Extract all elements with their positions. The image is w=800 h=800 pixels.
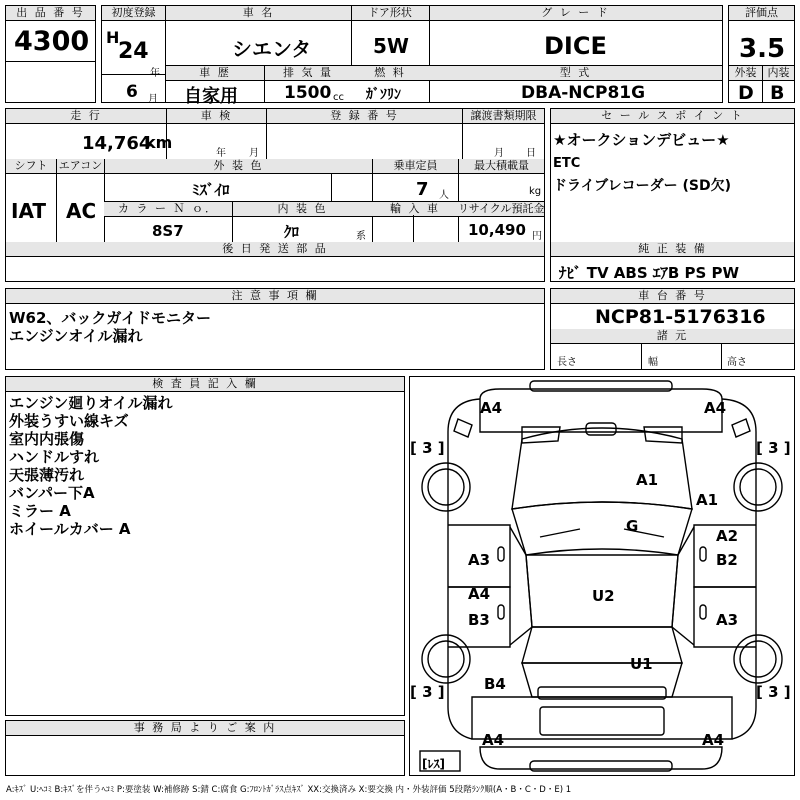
lot-number-box bbox=[5, 5, 96, 103]
car-info-box bbox=[165, 5, 723, 107]
chassis-box bbox=[550, 288, 795, 370]
registration-month: 6 bbox=[126, 82, 138, 102]
type-suffix: 系 bbox=[356, 231, 366, 242]
legend: A:ｷｽﾞ U:ﾍｺﾐ B:ｷｽﾞを伴うﾍｺﾐ P:要塗装 W:補修跡 S:錆 C:腐食 G:ﾌﾛﾝﾄｶﾞﾗｽ点ｷｽﾞ XX:交換済み X:要交換 内・外装評価 5段階ﾗﾝｸ順(A・B・C・D・E) 1 bbox=[6, 785, 572, 795]
dmg-bottom-left: A4 bbox=[482, 731, 505, 749]
era-letter: H bbox=[106, 28, 120, 47]
genuine-equipment-label: 純 正 装 備 bbox=[551, 242, 794, 257]
dmg-hood: A1 bbox=[636, 471, 659, 489]
recycle-fee: 10,490 bbox=[468, 221, 526, 239]
dmg-roof-rear: U2 bbox=[592, 587, 615, 605]
dmg-roof: G bbox=[626, 517, 639, 535]
fuel: ｶﾞｿﾘﾝ bbox=[366, 87, 401, 103]
inspector-note-1: エンジン廻りオイル漏れ bbox=[9, 394, 173, 412]
exterior-grade: D bbox=[738, 82, 754, 104]
lot-number: 4300 bbox=[14, 26, 90, 57]
sales-point-box bbox=[550, 108, 795, 282]
inspector-box bbox=[5, 376, 405, 716]
deadline-day-unit: 日 bbox=[526, 148, 536, 159]
ext-color-label: 外 装 色 bbox=[104, 159, 372, 174]
dmg-quarter-left: B4 bbox=[484, 675, 506, 693]
displacement: 1500 bbox=[284, 83, 332, 103]
dmg-door-rear-right: A3 bbox=[716, 611, 739, 629]
aircon: AC bbox=[66, 199, 97, 223]
ext-color: ﾐｽﾞｲﾛ bbox=[192, 181, 230, 199]
history-label: 車 歴 bbox=[166, 65, 264, 81]
deadline-month-unit: 月 bbox=[494, 148, 504, 159]
car-name-label: 車 名 bbox=[166, 6, 351, 21]
sales-point-3: ドライブレコーダー (SD欠) bbox=[553, 178, 731, 194]
grade-label: グ レ ー ド bbox=[429, 6, 722, 21]
inspector-note-5: 天張薄汚れ bbox=[9, 466, 85, 484]
later-parts-label: 後 日 発 送 部 品 bbox=[6, 242, 544, 257]
damage-diagram-box bbox=[409, 376, 795, 776]
inspector-note-4: ハンドルすれ bbox=[9, 448, 100, 466]
door-type: 5W bbox=[373, 34, 409, 58]
door-label: ドア形状 bbox=[351, 6, 429, 21]
km-unit: km bbox=[145, 133, 173, 152]
score-box bbox=[728, 5, 795, 103]
note-2: エンジンオイル漏れ bbox=[9, 327, 143, 345]
int-color: ｸﾛ bbox=[284, 223, 300, 241]
transfer-deadline-label: 譲渡書類期限 bbox=[462, 109, 544, 124]
lot-number-label: 出 品 番 号 bbox=[6, 6, 95, 21]
people-unit: 人 bbox=[439, 190, 449, 201]
cc-unit: cc bbox=[333, 92, 344, 103]
dmg-top-right: A4 bbox=[704, 399, 727, 417]
inspection-year-unit: 年 bbox=[216, 148, 226, 159]
dmg-tailgate: U1 bbox=[630, 655, 653, 673]
import-label: 輸 入 車 bbox=[372, 201, 458, 217]
notes-list bbox=[9, 309, 211, 345]
dmg-tire-rear-right: [ 3 ] bbox=[756, 683, 791, 701]
dmg-bottom-right: A4 bbox=[702, 731, 725, 749]
chassis-no-label: 車 台 番 号 bbox=[551, 289, 794, 304]
dmg-top-left: A4 bbox=[480, 399, 503, 417]
model-code-label: 型 式 bbox=[429, 65, 722, 81]
inspection-month-unit: 月 bbox=[249, 148, 259, 159]
mileage: 14,764 bbox=[82, 133, 152, 154]
car-name: シエンタ bbox=[232, 37, 312, 61]
notes-box bbox=[5, 288, 545, 370]
sales-point-2: ETC bbox=[553, 156, 581, 171]
inspector-note-2: 外装うすい線キズ bbox=[9, 412, 129, 430]
exterior-label: 外装 bbox=[729, 65, 762, 81]
grade: DICE bbox=[544, 32, 607, 60]
specs-label: 諸 元 bbox=[551, 329, 794, 344]
shift-type: IAT bbox=[11, 199, 47, 223]
inspector-note-7: ミラー A bbox=[9, 502, 71, 520]
year-unit: 年 bbox=[150, 68, 160, 79]
inspector-notes bbox=[9, 394, 173, 538]
registration-no-label: 登 録 番 号 bbox=[266, 109, 462, 124]
sales-point-1: ★オークションデビュー★ bbox=[553, 131, 730, 149]
model-code: DBA-NCP81G bbox=[521, 83, 646, 103]
color-no-label: カ ラ ー Ｎ ｏ． bbox=[104, 201, 232, 217]
car-outline-diagram bbox=[410, 377, 794, 775]
capacity: 7 bbox=[416, 179, 429, 200]
dmg-tire-front-right: [ 3 ] bbox=[756, 439, 791, 457]
color-no: 8S7 bbox=[152, 222, 184, 240]
sales-points bbox=[553, 129, 731, 198]
inspector-note-6: バンパー下A bbox=[9, 484, 95, 502]
mileage-label: 走 行 bbox=[6, 109, 166, 124]
interior-label: 内装 bbox=[762, 65, 794, 81]
month-unit: 月 bbox=[148, 94, 158, 105]
displacement-label: 排 気 量 bbox=[264, 65, 351, 81]
office-box bbox=[5, 720, 405, 776]
overall-score: 3.5 bbox=[739, 34, 786, 64]
sales-point-label: セ ー ル ス ポ イ ン ト bbox=[551, 109, 794, 124]
note-1: W62、バックガイドモニター bbox=[9, 309, 211, 327]
yen-unit: 円 bbox=[532, 231, 542, 242]
inspector-note-8: ホイールカバー A bbox=[9, 520, 131, 538]
height-label: 高さ bbox=[727, 357, 747, 368]
dmg-door-front-right-a: A2 bbox=[716, 527, 739, 545]
inspection-label: 車 検 bbox=[166, 109, 266, 124]
length-label: 長さ bbox=[557, 357, 577, 368]
registration-year: 24 bbox=[118, 39, 149, 64]
score-label: 評価点 bbox=[729, 6, 794, 21]
recycle-label: リサイクル預託金 bbox=[458, 202, 545, 215]
max-load-label: 最大積載量 bbox=[458, 159, 544, 174]
int-color-label: 内 装 色 bbox=[232, 201, 372, 217]
fuel-label: 燃 料 bbox=[351, 65, 429, 81]
dmg-fender-right: A1 bbox=[696, 491, 719, 509]
first-registration-box bbox=[101, 5, 166, 103]
office-label: 事 務 局 よ り ご 案 内 bbox=[6, 721, 404, 736]
capacity-label: 乗車定員 bbox=[372, 159, 458, 174]
kg-unit: kg bbox=[529, 186, 542, 197]
dmg-door-front-left: A3 bbox=[468, 551, 491, 569]
inspector-label: 検 査 員 記 入 欄 bbox=[6, 377, 404, 392]
notes-label: 注 意 事 項 欄 bbox=[6, 289, 544, 304]
dmg-door-front-right-b: B2 bbox=[716, 551, 738, 569]
first-registration-label: 初度登録 bbox=[102, 6, 165, 21]
dmg-door-rear-left-b: B3 bbox=[468, 611, 490, 629]
dmg-door-rear-left-a: A4 bbox=[468, 585, 491, 603]
chassis-number: NCP81-5176316 bbox=[595, 306, 766, 328]
vehicle-details-box bbox=[5, 108, 545, 282]
interior-grade: B bbox=[770, 82, 785, 104]
shift-label: シフト bbox=[6, 159, 56, 174]
dmg-spare-tire: [ﾚｽ] bbox=[422, 757, 445, 771]
aircon-label: エアコン bbox=[56, 159, 104, 174]
width-label: 幅 bbox=[648, 357, 658, 368]
history: 自家用 bbox=[184, 86, 238, 107]
dmg-tire-front-left: [ 3 ] bbox=[410, 439, 445, 457]
dmg-tire-rear-left: [ 3 ] bbox=[410, 683, 445, 701]
genuine-equipment: ﾅﾋﾞ TV ABS ｴｱB PS PW bbox=[559, 264, 740, 282]
inspector-note-3: 室内内張傷 bbox=[9, 430, 85, 448]
